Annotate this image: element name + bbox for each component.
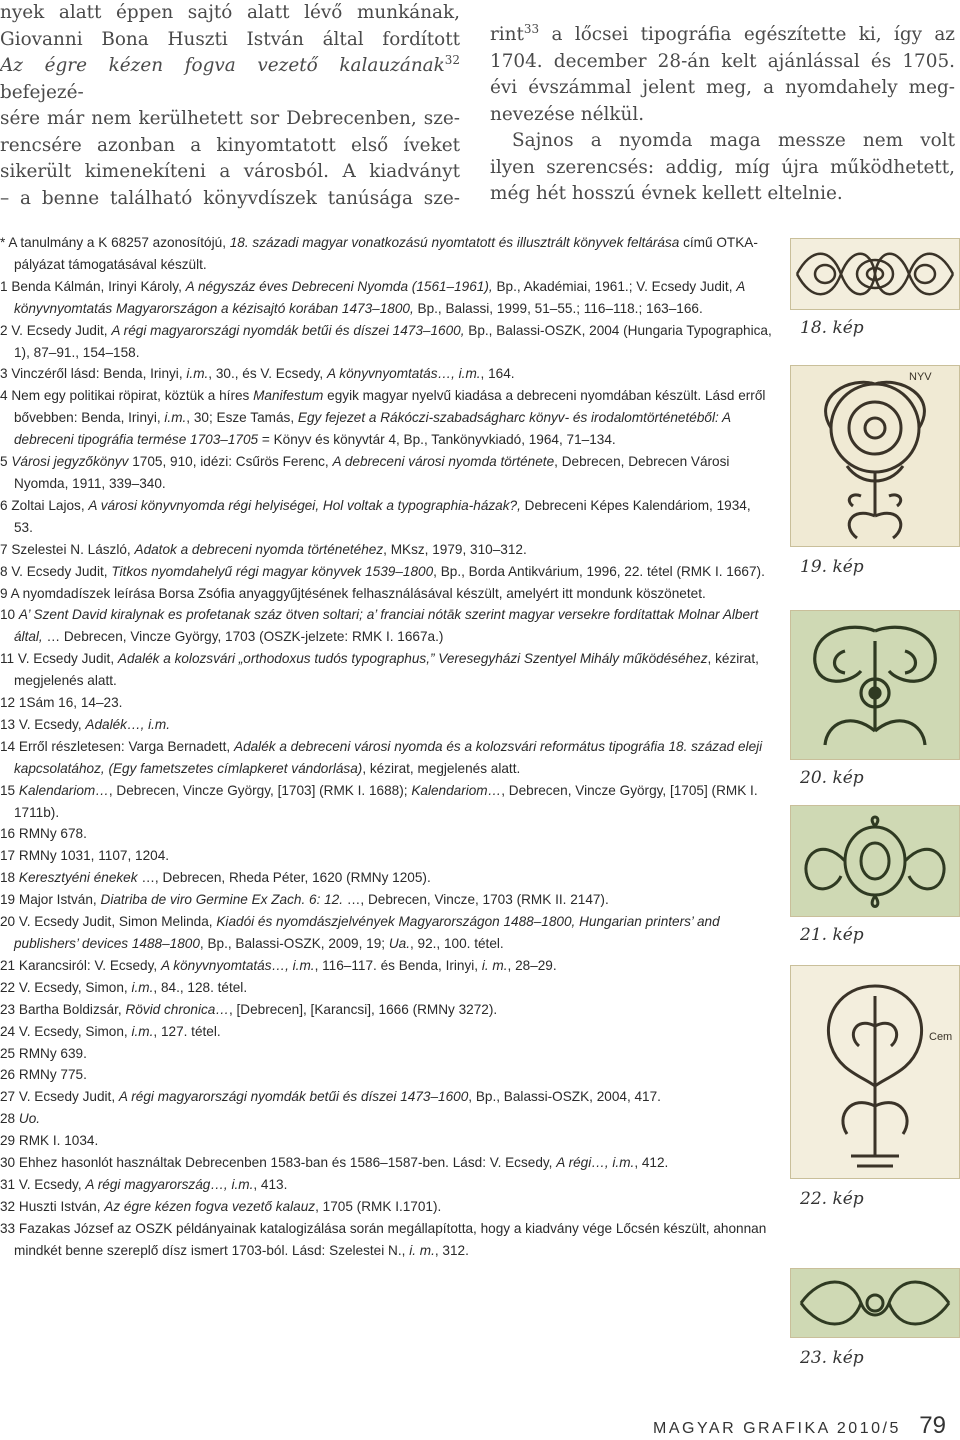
italic-text: A régi magyarországi nyomdák betűi és díszei 1473–1600, <box>111 322 465 338</box>
text-run: 25 RMNy 639. <box>0 1045 87 1061</box>
footnote <box>0 320 772 364</box>
italic-text: Adatok a debreceni nyomda történetéhez <box>134 541 384 557</box>
footnote <box>0 363 772 385</box>
figure-20-caption: 20. kép <box>800 768 864 788</box>
footnote <box>0 911 772 955</box>
footnote <box>0 1196 772 1218</box>
text-run: 21 Karancsiról: V. Ecsedy, <box>0 957 161 973</box>
footnote <box>0 495 772 539</box>
text-run: , Debrecen, Debrecen Városi Nyomda, 1911, 339–340. <box>14 454 730 491</box>
text-run: 29 RMK I. 1034. <box>0 1133 99 1149</box>
text-run: 15 <box>0 782 19 798</box>
green-rosette-image <box>791 806 959 916</box>
text-run: , 30., és V. Ecsedy, <box>208 366 327 382</box>
italic-text: A’ Szent David kiralynak es profetanak száz ötven soltari; a’ franciai nótāk szerint magyar versekre fordítattak Molnar Albert által, <box>14 607 759 645</box>
text-run: – a benne található könyvdíszek tanúsága sze- <box>0 187 460 209</box>
footnote <box>0 1152 772 1174</box>
text-run: 17 RMNy 1031, 1107, 1204. <box>0 848 170 864</box>
text-run: , 28–29. <box>507 957 557 973</box>
text-run: 1705, 910, idézi: Csűrös Ferenc, <box>128 454 333 470</box>
footnote <box>0 977 772 999</box>
text-run: 1704. december 28-án kelt ajánlással és 1705. <box>490 50 955 72</box>
text-run: 24 V. Ecsedy, Simon, <box>0 1023 132 1039</box>
text-line <box>0 159 460 186</box>
text-run: 9 A nyomdadíszek leírása Borsa Zsófia anyaggyűjtésének felhasználásával készült, amelyért itt mondunk köszönetet. <box>0 585 706 601</box>
footnote <box>0 1064 772 1086</box>
text-run: 11 V. Ecsedy Judit, <box>0 651 118 667</box>
italic-text: Diatriba de viro Germine Ex Zach. 6: 12. <box>100 892 344 908</box>
text-line <box>0 27 460 54</box>
ornament-band-image <box>791 239 959 309</box>
italic-text: A városi könyvnyomda régi helyiségei, Hol voltak a typographia-házak?, <box>88 497 521 513</box>
footnote <box>0 1130 772 1152</box>
figure-19-image <box>790 365 960 547</box>
italic-text: 18. századi magyar vonatkozású nyomtatott és illusztrált könyvek feltárása <box>229 235 680 250</box>
figure-21-caption: 21. kép <box>800 925 864 945</box>
footnote <box>0 1086 772 1108</box>
italic-text: A régi…, i.m. <box>556 1155 635 1171</box>
text-run: , 164. <box>480 366 515 382</box>
italic-text: Adalék a debreceni városi nyomda és a kolozsvári református tipográfia 18. század eleji kapcsolatához, (Egy fametszetes címlapkeret vándorlása) <box>14 738 763 776</box>
text-run: 31 V. Ecsedy, <box>0 1176 86 1192</box>
italic-text: Városi jegyzőkönyv <box>11 454 129 470</box>
text-run: 22 V. Ecsedy, Simon, <box>0 979 132 995</box>
italic-text: A debreceni városi nyomda története <box>332 454 555 470</box>
text-run: * A tanulmány a K 68257 azonosítójú, <box>0 235 230 250</box>
footnote <box>0 583 772 605</box>
right-column-text <box>490 22 955 208</box>
figure-19-stamp: NYV <box>909 371 932 383</box>
italic-text: Egy fejezet a Rákóczi-szabadságharc könyv- és irodalomtörténetéből: A debreceni tipográfia termése 1703–1705 <box>14 410 731 448</box>
italic-text: Adalék a kolozsvári „orthodoxus tudós typographus,” Veresegyházi Szentyel Mihály működéséhez <box>117 651 708 667</box>
text-line <box>0 106 460 133</box>
italic-text: Uo. <box>18 1111 41 1127</box>
text-run: 27 V. Ecsedy Judit, <box>0 1089 119 1105</box>
figure-18-caption: 18. kép <box>800 318 864 338</box>
footnote <box>0 780 772 824</box>
text-run: Giovanni Bona Huszti István által fordított <box>0 28 460 50</box>
italic-text: Az égre kézen fogva vezető kalauzának <box>0 55 445 76</box>
text-run: nyek alatt éppen sajtó alatt lévő munkának, <box>0 2 460 23</box>
footnote <box>0 823 772 845</box>
text-run: Sajnos a nyomda maga messze nem volt <box>512 130 955 151</box>
footnote <box>0 999 772 1021</box>
footnote-ref: 33 <box>523 21 540 36</box>
text-run: egyik magyar nyelvű kiadása a debreceni nyomdában készült. Lásd erről bővebben: Benda, Irinyi, <box>14 388 766 426</box>
text-line <box>490 155 955 182</box>
figure-22-caption: 22. kép <box>800 1189 864 1209</box>
footnote <box>0 232 772 276</box>
text-line <box>490 49 955 76</box>
figure-19-caption: 19. kép <box>800 557 864 577</box>
text-run: , Debrecen, Vincze György, [1705] (RMK I. 1711b). <box>14 782 758 820</box>
footnote <box>0 845 772 867</box>
floral-ornament-image <box>791 366 959 546</box>
text-run: 33 Fazakas József az OSZK példányainak katalogizálása során megállapította, hogy a kiadvány vége Lőcsén készült, ahonnan mindkét benne szereplő dísz ismert 1703-ból. Lásd: Szelestei N., <box>0 1220 767 1258</box>
tree-ornament-image <box>791 966 959 1178</box>
italic-text: Adalék…, i.m. <box>85 716 171 732</box>
text-run: , Bp., Borda Antikvárium, 1996, 22. tétel (RMK I. 1667). <box>433 563 765 579</box>
text-run: ilyen szerencsés: addig, míg újra működhetett, <box>490 156 955 178</box>
footnote-ref: 32 <box>444 52 460 67</box>
text-line <box>490 75 955 102</box>
footnote <box>0 276 772 320</box>
text-run: , 116–117. és Benda, Irinyi, <box>314 957 482 973</box>
italic-text: Kiadói és nyomdászjelvények Magyarországon 1488–1800, Hungarian printers’ and publishers’ devices 1488–1800 <box>14 914 720 951</box>
italic-text: Manifestum <box>253 388 324 404</box>
italic-text: i. m. <box>409 1242 435 1258</box>
page-number: 79 <box>919 1412 946 1439</box>
text-line <box>490 128 955 155</box>
text-run: sére már nem kerülhetett sor Debrecenben, sze- <box>0 108 460 129</box>
text-run: 7 Szelestei N. László, <box>0 541 135 557</box>
text-run: , [Debrecen], [Karancsi], 1666 (RMNy 3272). <box>228 1001 498 1017</box>
italic-text: i.m. <box>164 410 187 426</box>
footnote <box>0 604 772 648</box>
footnote <box>0 539 772 561</box>
italic-text: Titkos nyomdahelyű régi magyar könyvek 1539–1800 <box>111 563 434 579</box>
footnote <box>0 1108 772 1130</box>
text-run: = Könyv és könyvtár 4, Bp., Tankönyvkiadó, 1964, 71–134. <box>258 432 616 448</box>
text-run: 16 RMNy 678. <box>0 826 87 842</box>
text-run: , 312. <box>434 1242 469 1258</box>
text-run: 8 V. Ecsedy Judit, <box>0 563 112 579</box>
left-column-text <box>0 0 460 212</box>
text-run: 19 Major István, <box>0 892 101 908</box>
text-run: , kézirat, megjelenés alatt. <box>14 651 759 689</box>
text-run: Bp., Balassi-OSZK, 2004 (Hungaria Typographica, 1), 87–91., 154–158. <box>14 322 772 360</box>
text-run: 28 <box>0 1111 19 1127</box>
italic-text: Kalendariom… <box>18 782 109 798</box>
italic-text: Ua. <box>388 936 410 951</box>
italic-text: Rövid chronica… <box>125 1001 229 1017</box>
text-line <box>0 53 460 106</box>
text-run: …, Debrecen, Vincze, 1703 (RMK II. 2147). <box>343 892 609 908</box>
text-run: rint <box>490 24 524 45</box>
text-run: , 413. <box>253 1176 288 1192</box>
footnote <box>0 867 772 889</box>
footnote <box>0 955 772 977</box>
footnotes <box>0 232 772 1262</box>
text-run: 2 V. Ecsedy Judit, <box>0 322 112 338</box>
figure-18-image <box>790 238 960 310</box>
text-run: nevezése nélkül. <box>490 103 645 125</box>
green-ornament-image <box>791 611 959 759</box>
footnote <box>0 714 772 736</box>
text-run: sikerült kimenekíteni a városból. A kiadványt <box>0 161 460 182</box>
text-run: 23 Bartha Boldizsár, <box>0 1001 126 1017</box>
italic-text: A könyvnyomtatás…, i.m. <box>326 366 481 382</box>
text-run: még hét hosszú évnek kellett eltelnie. <box>490 183 843 204</box>
text-run: 10 <box>0 607 19 623</box>
text-run: 20 V. Ecsedy Judit, Simon Melinda, <box>0 914 217 930</box>
italic-text: Az égre kézen fogva vezető kalauz <box>104 1198 316 1214</box>
text-run: …, Debrecen, Rheda Péter, 1620 (RMNy 1205). <box>137 870 431 886</box>
figure-20-image <box>790 610 960 760</box>
text-run: befejezé- <box>0 81 84 103</box>
text-run: 1 Benda Kálmán, Irinyi Károly, <box>0 278 186 294</box>
text-run: Bp., Akadémiai, 1961.; V. Ecsedy Judit, <box>492 278 737 294</box>
text-line <box>0 186 460 213</box>
text-run: , 1705 (RMK I.1701). <box>315 1198 442 1214</box>
italic-text: Kalendariom… <box>411 782 502 798</box>
text-run: évi évszámmal jelent meg, a nyomdahely meg- <box>490 77 955 98</box>
figure-22-stamp: Cem <box>929 1031 953 1043</box>
text-run: 4 Nem egy politikai röpirat, köztük a híres <box>0 388 254 404</box>
page-footer <box>653 1412 946 1440</box>
italic-text: A régi magyarországi nyomdák betűi és díszei 1473–1600 <box>118 1089 469 1105</box>
italic-text: A könyvnyomtatás…, i.m. <box>160 957 315 973</box>
text-run: , 84., 128. tétel. <box>153 979 248 995</box>
italic-text: i. m. <box>481 957 508 973</box>
text-run: , 127. tétel. <box>153 1023 221 1039</box>
text-run: 26 RMNy 775. <box>0 1067 87 1083</box>
text-run: 13 V. Ecsedy, <box>0 716 86 732</box>
text-run: , Debrecen, Vincze György, [1703] (RMK I. 1688); <box>108 782 412 798</box>
text-run: 14 Erről részletesen: Varga Bernadett, <box>0 738 234 754</box>
text-run: 12 1Sám 16, 14–23. <box>0 695 123 711</box>
text-line <box>0 133 460 160</box>
text-run: … Debrecen, Vincze György, 1703 (OSZK-jelzete: RMK I. 1667a.) <box>42 629 444 645</box>
figure-23-image <box>790 1268 960 1338</box>
text-run: 18 <box>0 870 19 886</box>
footnote <box>0 1174 772 1196</box>
magazine-title: MAGYAR GRAFIKA 2010/5 <box>653 1420 901 1437</box>
footnote <box>0 1043 772 1065</box>
text-run: , kézirat, megjelenés alatt. <box>362 760 521 776</box>
text-line <box>490 102 955 129</box>
text-run: 32 Huszti István, <box>0 1198 105 1214</box>
text-run: Debreceni Képes Kalendáriom, 1934, 53. <box>14 497 751 535</box>
figure-23-caption: 23. kép <box>800 1348 864 1368</box>
footnote <box>0 648 772 692</box>
text-run: 30 Ehhez hasonlót használtak Debrecenben 1583-ban és 1586–1587-ben. Lásd: V. Ecsedy, <box>0 1155 557 1171</box>
text-run: , Bp., Balassi-OSZK, 2004, 417. <box>468 1089 661 1105</box>
text-run: , 92., 100. tétel. <box>409 936 504 951</box>
italic-text: i.m. <box>186 366 209 382</box>
text-run: 3 Vinczéről lásd: Benda, Irinyi, <box>0 366 187 382</box>
italic-text: i.m. <box>131 1023 154 1039</box>
footnote <box>0 889 772 911</box>
text-run: Bp., Balassi, 1999, 51–55.; 116–118.; 163–166. <box>413 300 703 316</box>
text-run: a lőcsei tipográfia egészítette ki, így az <box>539 24 955 45</box>
footnote <box>0 385 772 451</box>
footnote <box>0 1021 772 1043</box>
text-run: 5 <box>0 454 12 470</box>
italic-text: A könyvnyomtatás Magyarországon a kézisajtó korában 1473–1800, <box>14 278 745 316</box>
figure-22-image <box>790 965 960 1179</box>
footnote <box>0 1218 772 1262</box>
text-run: 6 Zoltai Lajos, <box>0 497 89 513</box>
text-run: , MKsz, 1979, 310–312. <box>383 541 527 557</box>
footnote <box>0 561 772 583</box>
footnote <box>0 451 772 495</box>
green-scroll-image <box>791 1269 959 1337</box>
text-line <box>490 22 955 49</box>
text-run: rencsére azonban a kinyomtatott első íveket <box>0 134 460 156</box>
text-run: , 30; Esze Tamás, <box>186 410 298 426</box>
text-run: című OTKA-pályázat támogatásával készült. <box>14 235 758 272</box>
italic-text: A négyszáz éves Debreceni Nyomda (1561–1961), <box>185 278 493 294</box>
text-line <box>490 181 955 208</box>
footnote <box>0 736 772 780</box>
text-run: , 412. <box>634 1155 669 1171</box>
italic-text: A régi magyarország…, i.m. <box>85 1176 254 1192</box>
footnote <box>0 692 772 714</box>
italic-text: Keresztyéni énekek <box>18 870 138 886</box>
figure-21-image <box>790 805 960 917</box>
text-run: , Bp., Balassi-OSZK, 2009, 19; <box>199 936 389 951</box>
italic-text: i.m. <box>131 979 154 995</box>
text-line <box>0 0 460 27</box>
